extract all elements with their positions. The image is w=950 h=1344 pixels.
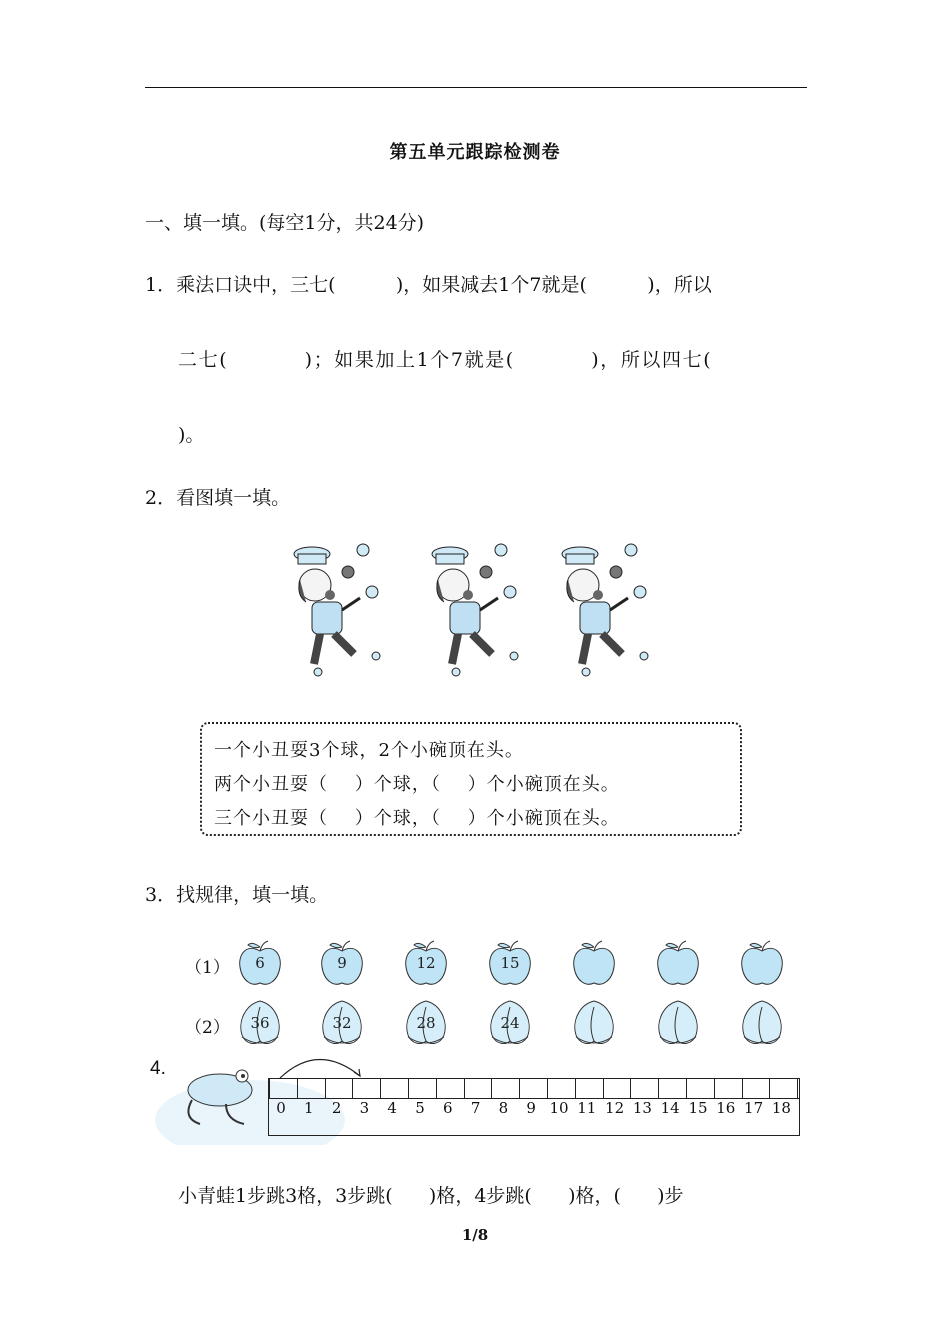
ruler-tick-label: 18 bbox=[771, 1099, 791, 1117]
ruler-tick-label: 0 bbox=[276, 1099, 286, 1117]
ruler-tick-label: 8 bbox=[498, 1099, 509, 1117]
peach-number: 32 bbox=[332, 1014, 352, 1032]
box-line-2: 两个小丑耍（ ）个球，（ ）个小碗顶在头。 bbox=[214, 774, 620, 795]
ruler-cell-line bbox=[519, 1079, 520, 1098]
row-1-label: （1） bbox=[185, 958, 230, 978]
ruler-cell-line bbox=[658, 1079, 659, 1098]
ruler-cell-line bbox=[630, 1079, 631, 1098]
ruler-cell-line bbox=[491, 1079, 492, 1098]
question-1-line-1: 1．乘法口诀中，三七( )，如果减去1个7就是( )，所以 bbox=[145, 274, 712, 296]
question-2-label: 2．看图填一填。 bbox=[145, 487, 291, 509]
number-ruler bbox=[268, 1078, 800, 1136]
question-4-label: 4. bbox=[150, 1058, 166, 1079]
peach-number: 36 bbox=[250, 1014, 270, 1032]
ruler-cell-line bbox=[603, 1079, 604, 1098]
jump-arrow bbox=[268, 1050, 378, 1080]
ruler-cell-line bbox=[297, 1079, 298, 1098]
ruler-tick-label: 14 bbox=[660, 1099, 680, 1117]
apple-item bbox=[738, 937, 786, 989]
peach-item bbox=[654, 997, 702, 1049]
ruler-tick-label: 17 bbox=[744, 1099, 764, 1117]
ruler-cell-line bbox=[769, 1079, 770, 1098]
ruler-tick-label: 4 bbox=[387, 1099, 397, 1117]
apple-item bbox=[570, 937, 618, 989]
apple-item bbox=[402, 937, 450, 989]
question-4-sentence: 小青蛙1步跳3格，3步跳( )格，4步跳( )格，( )步 bbox=[178, 1185, 684, 1207]
peach-item bbox=[486, 997, 534, 1049]
ruler-tick-label: 15 bbox=[688, 1099, 708, 1117]
apple-number: 15 bbox=[500, 954, 520, 972]
question-1-line-3: )。 bbox=[178, 424, 205, 446]
section-heading: 一、填一填。(每空1分，共24分) bbox=[145, 212, 425, 234]
box-line-1: 一个小丑耍3个球，2个小碗顶在头。 bbox=[214, 740, 524, 761]
clown-figure-3 bbox=[558, 540, 658, 680]
page-title: 第五单元跟踪检测卷 bbox=[389, 142, 561, 163]
ruler-cell-line bbox=[408, 1079, 409, 1098]
peach-number: 24 bbox=[500, 1014, 520, 1032]
ruler-cell-line bbox=[380, 1079, 381, 1098]
ruler-tick-label: 13 bbox=[632, 1099, 652, 1117]
apple-item bbox=[654, 937, 702, 989]
ruler-tick-label: 5 bbox=[415, 1099, 425, 1117]
apple-number: 12 bbox=[416, 954, 436, 972]
peach-item bbox=[738, 997, 786, 1049]
page-number: 1/8 bbox=[461, 1226, 489, 1244]
ruler-cell-line bbox=[686, 1079, 687, 1098]
peach-item bbox=[318, 997, 366, 1049]
clown-figure-2 bbox=[428, 540, 528, 680]
box-line-3: 三个小丑耍（ ）个球，（ ）个小碗顶在头。 bbox=[214, 808, 620, 829]
ruler-tick-label: 2 bbox=[331, 1099, 342, 1117]
ruler-tick-label: 1 bbox=[304, 1099, 314, 1117]
peach-item bbox=[570, 997, 618, 1049]
peach-item bbox=[402, 997, 450, 1049]
question-3-label: 3．找规律，填一填。 bbox=[145, 884, 329, 906]
ruler-cell-line bbox=[352, 1079, 353, 1098]
ruler-tick-label: 12 bbox=[605, 1099, 625, 1117]
ruler-tick-label: 9 bbox=[526, 1099, 536, 1117]
apple-number: 9 bbox=[337, 954, 347, 972]
clown-figure-1 bbox=[290, 540, 390, 680]
row-2-label: （2） bbox=[185, 1018, 230, 1038]
ruler-tick-label: 11 bbox=[577, 1099, 597, 1117]
ruler-tick-label: 7 bbox=[470, 1099, 481, 1117]
ruler-cell-line bbox=[742, 1079, 743, 1098]
apple-item bbox=[236, 937, 284, 989]
ruler-cell-line bbox=[547, 1079, 548, 1098]
peach-number: 28 bbox=[416, 1014, 436, 1032]
ruler-cell-line bbox=[575, 1079, 576, 1098]
apple-number: 6 bbox=[255, 954, 265, 972]
ruler-tick-label: 3 bbox=[359, 1099, 370, 1117]
apple-item bbox=[318, 937, 366, 989]
ruler-cell-line bbox=[269, 1079, 270, 1098]
ruler-tick-label: 16 bbox=[716, 1099, 736, 1117]
ruler-cell-line bbox=[797, 1079, 798, 1098]
ruler-tick-label: 6 bbox=[443, 1099, 453, 1117]
ruler-cell-line bbox=[714, 1079, 715, 1098]
ruler-cell-line bbox=[464, 1079, 465, 1098]
top-rule bbox=[145, 87, 807, 88]
ruler-cell-line bbox=[325, 1079, 326, 1098]
ruler-tick-label: 10 bbox=[549, 1099, 569, 1117]
clown-fill-box bbox=[200, 722, 742, 836]
apple-item bbox=[486, 937, 534, 989]
question-1-line-2: 二七( )；如果加上1个7就是( )，所以四七( bbox=[178, 349, 713, 371]
ruler-cell-line bbox=[436, 1079, 437, 1098]
peach-item bbox=[236, 997, 284, 1049]
clown-illustration bbox=[290, 540, 660, 680]
